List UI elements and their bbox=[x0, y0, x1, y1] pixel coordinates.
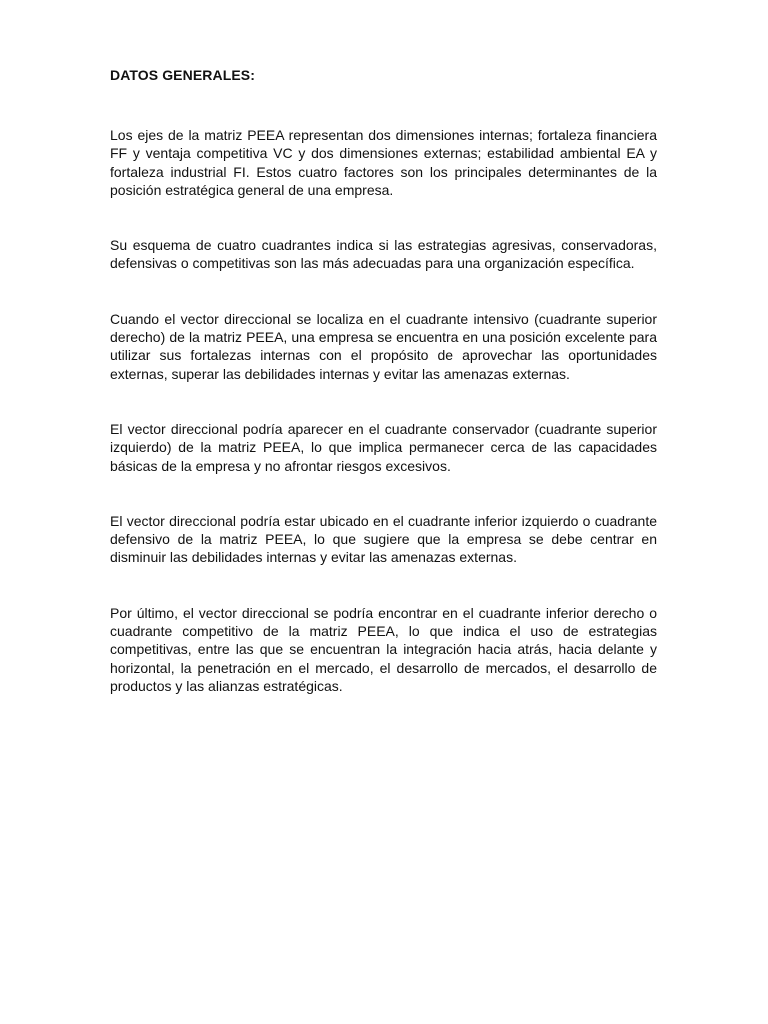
document-page bbox=[110, 66, 657, 695]
paragraph-ejes-matriz: Los ejes de la matriz PEEA representan dos dimensiones internas; fortaleza financiera FF y ventaja competitiva VC y dos dimensiones externas; estabilidad ambiental EA y fortaleza industrial FI. Estos cuatro factores son los principales determinantes de la posición estratégica general de una empresa. bbox=[110, 127, 657, 198]
document-heading: DATOS GENERALES: bbox=[110, 67, 255, 83]
paragraph-cuadrante-competitivo: Por último, el vector direccional se podría encontrar en el cuadrante inferior derecho o cuadrante competitivo de la matriz PEEA, lo que indica el uso de estrategias competitivas, entre las que se encuentran la integración hacia atrás, hacia delante y horizontal, la penetración en el mercado, el desarrollo de mercados, el desarrollo de productos y las alianzas estratégicas. bbox=[110, 604, 657, 694]
paragraph-cuadrante-conservador: El vector direccional podría aparecer en el cuadrante conservador (cuadrante superior izquierdo) de la matriz PEEA, lo que implica permanecer cerca de las capacidades básicas de la empresa y no afrontar riesgos excesivos. bbox=[110, 420, 657, 474]
paragraph-esquema-cuadrantes: Su esquema de cuatro cuadrantes indica si las estrategias agresivas, conservadoras, defensivas o competitivas son las más adecuadas para una organización específica. bbox=[110, 237, 657, 272]
paragraph-cuadrante-intensivo: Cuando el vector direccional se localiza en el cuadrante intensivo (cuadrante superior derecho) de la matriz PEEA, una empresa se encuentra en una posición excelente para utilizar sus fortalezas internas con el propósito de aprovechar las oportunidades externas, superar las debilidades internas y evitar las amenazas externas. bbox=[110, 310, 657, 382]
paragraph-cuadrante-defensivo: El vector direccional podría estar ubicado en el cuadrante inferior izquierdo o cuadrante defensivo de la matriz PEEA, lo que sugiere que la empresa se debe centrar en disminuir las debilidades internas y evitar las amenazas externas. bbox=[110, 512, 657, 566]
